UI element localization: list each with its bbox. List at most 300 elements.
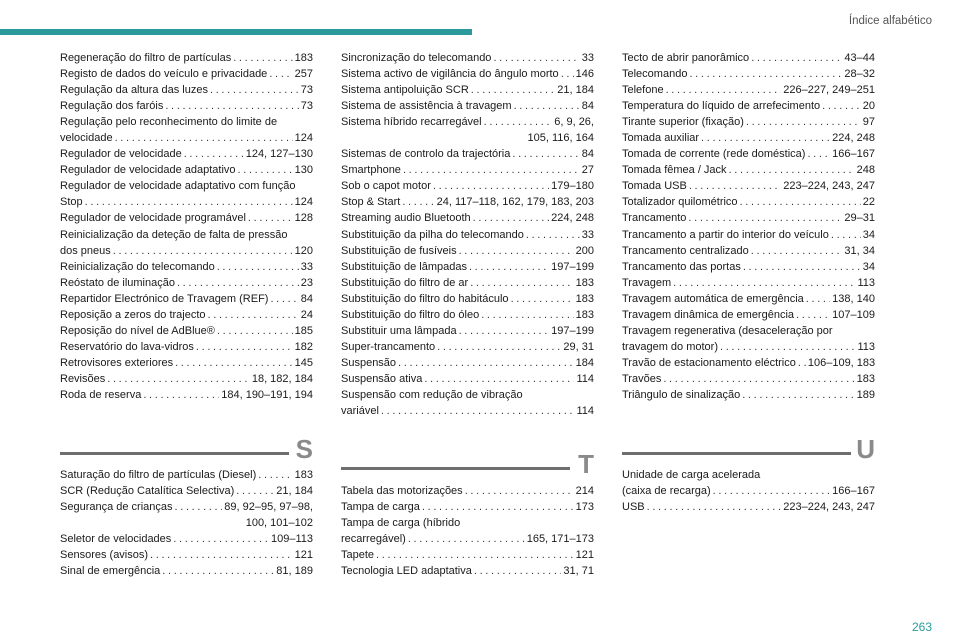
entry-page-ref[interactable]: 224, 248 <box>832 132 875 145</box>
entry-line <box>341 82 594 98</box>
entry-page-ref[interactable]: 81, 189 <box>276 565 313 578</box>
entry-term: Tapete <box>341 549 375 562</box>
entry-line <box>341 323 594 339</box>
leader-dots <box>162 563 274 579</box>
entry-page-ref[interactable]: 138, 140 <box>832 292 875 305</box>
entry-page-ref[interactable]: 31, 71 <box>563 565 594 578</box>
index-entry <box>60 291 313 307</box>
leader-dots <box>743 259 861 275</box>
entry-page-ref[interactable]: 34 <box>862 228 875 241</box>
entry-page-ref[interactable]: 145 <box>294 356 313 369</box>
leader-dots <box>470 275 573 291</box>
index-entry <box>341 259 594 275</box>
entry-page-ref[interactable]: 179–180 <box>551 180 594 193</box>
entry-line <box>60 194 313 210</box>
entry-page-ref[interactable]: 24, 117–118, 162, 179, 183, 203 <box>436 196 594 209</box>
entry-term: Sistemas de controlo da trajectória <box>341 148 511 161</box>
entry-page-ref[interactable]: 183 <box>575 292 594 305</box>
entry-term: (caixa de recarga) <box>622 485 711 498</box>
leader-dots <box>248 210 293 226</box>
entry-page-ref[interactable]: 18, 182, 184 <box>251 372 313 385</box>
entry-page-ref[interactable]: 84 <box>581 100 594 113</box>
entry-line <box>60 114 313 130</box>
page-number: 263 <box>911 620 932 634</box>
index-entry <box>60 178 313 210</box>
leader-dots <box>751 50 842 66</box>
entry-page-ref[interactable]: 6, 9, 26, <box>554 116 594 129</box>
entry-page-ref[interactable]: 84 <box>300 292 313 305</box>
entry-line <box>60 371 313 387</box>
section-s-entries <box>60 467 313 579</box>
index-entry <box>622 355 875 371</box>
leader-dots <box>150 547 293 563</box>
entry-term: Tomada fêmea / Jack <box>622 164 727 177</box>
leader-dots <box>177 275 299 291</box>
entry-term: Substituir uma lâmpada <box>341 324 457 337</box>
entry-page-ref[interactable]: 29–31 <box>844 212 875 225</box>
index-entry <box>622 387 875 403</box>
leader-dots <box>408 531 525 547</box>
entry-term: Substituição do filtro de ar <box>341 276 469 289</box>
leader-dots <box>175 499 223 515</box>
entry-page-ref[interactable]: 124 <box>294 196 313 209</box>
entry-page-ref[interactable]: 120 <box>294 244 313 257</box>
entry-line <box>60 98 313 114</box>
entry-page-ref-continued[interactable]: 100, 101–102 <box>245 517 313 530</box>
entry-page-ref[interactable]: 197–199 <box>551 260 594 273</box>
index-entry <box>622 227 875 243</box>
leader-dots <box>831 227 861 243</box>
entry-page-ref[interactable]: 84 <box>581 148 594 161</box>
leader-dots <box>822 98 861 114</box>
entry-page-ref[interactable]: 23 <box>300 276 313 289</box>
section-letter: S <box>295 434 313 464</box>
entry-page-ref[interactable]: 166–167 <box>832 485 875 498</box>
index-entry <box>341 114 594 146</box>
index-entry <box>60 162 313 178</box>
entry-term: SCR (Redução Catalítica Selectiva) <box>60 485 235 498</box>
entry-page-ref[interactable]: 214 <box>575 485 594 497</box>
entry-line <box>622 355 875 371</box>
leader-dots <box>233 50 292 66</box>
index-entry <box>622 194 875 210</box>
entry-page-ref[interactable]: 183 <box>575 276 594 289</box>
entry-page-ref[interactable]: 189 <box>856 388 875 401</box>
entry-line <box>341 563 594 579</box>
entry-page-ref[interactable]: 28–32 <box>844 68 875 81</box>
entry-page-ref[interactable]: 114 <box>576 405 594 418</box>
index-entry <box>622 275 875 291</box>
entry-term: Travagem automática de emergência <box>622 292 804 305</box>
entry-term: Tampa de carga <box>341 501 420 514</box>
entry-line <box>60 210 313 226</box>
entry-page-ref[interactable]: 197–199 <box>551 324 594 337</box>
entry-line <box>341 50 594 66</box>
entry-page-ref[interactable]: 121 <box>575 549 594 562</box>
entry-page-ref[interactable]: 173 <box>575 501 594 514</box>
section-header-u <box>622 434 875 464</box>
leader-dots <box>143 387 219 403</box>
leader-dots <box>381 403 575 419</box>
entry-term: Reposição do nível de AdBlue® <box>60 324 215 337</box>
entry-line <box>341 531 594 547</box>
entry-page-ref[interactable]: 114 <box>576 372 594 385</box>
entry-term: Streaming audio Bluetooth <box>341 212 471 225</box>
entry-line <box>60 291 313 307</box>
entry-page-ref[interactable]: 224, 248 <box>551 212 594 225</box>
entry-term: travagem do motor) <box>622 340 718 353</box>
leader-dots <box>713 483 831 499</box>
entry-page-ref[interactable]: 257 <box>294 68 313 81</box>
section-letter: T <box>578 449 594 479</box>
entry-term: Regeneração do filtro de partículas <box>60 52 232 64</box>
entry-line <box>341 259 594 275</box>
entry-page-ref[interactable]: 33 <box>581 52 594 64</box>
leader-dots <box>115 130 293 146</box>
entry-term: Travões <box>622 372 662 385</box>
leader-dots <box>437 339 561 355</box>
entry-line <box>60 227 313 243</box>
index-entry <box>622 307 875 323</box>
index-entry <box>60 210 313 226</box>
index-entry <box>341 275 594 291</box>
entry-line <box>60 243 313 259</box>
entry-line <box>60 146 313 162</box>
entry-page-ref[interactable]: 21, 184 <box>557 84 594 97</box>
entry-page-ref[interactable]: 223–224, 243, 247 <box>783 180 875 193</box>
entry-term: velocidade <box>60 132 113 145</box>
leader-dots <box>459 243 574 259</box>
entry-term: Totalizador quilométrico <box>622 196 738 209</box>
entry-line <box>60 355 313 371</box>
leader-dots <box>258 467 292 483</box>
entry-line <box>60 387 313 403</box>
leader-dots <box>561 66 574 82</box>
entry-line <box>622 339 875 355</box>
index-entry <box>60 483 313 499</box>
leader-dots <box>173 531 269 547</box>
index-entry <box>341 483 594 499</box>
entry-page-ref-continued[interactable]: 105, 116, 164 <box>527 132 594 145</box>
leader-dots <box>424 371 574 387</box>
entry-page-ref[interactable]: 166–167 <box>832 148 875 161</box>
entry-page-ref[interactable]: 106–109, 183 <box>807 356 876 369</box>
entry-term: Super-trancamento <box>341 340 436 353</box>
entry-term: Tomada auxiliar <box>622 132 700 145</box>
leader-dots <box>238 162 293 178</box>
entry-page-ref[interactable]: 97 <box>862 116 875 129</box>
entry-term: Regulador de velocidade <box>60 148 182 161</box>
entry-term: Trancamento <box>622 212 687 225</box>
index-entry <box>622 323 875 355</box>
entry-term: Reservatório do lava-vidros <box>60 340 194 353</box>
index-entry <box>60 146 313 162</box>
entry-page-ref[interactable]: 165, 171–173 <box>526 533 594 546</box>
leader-dots <box>165 98 298 114</box>
entry-term: Suspensão ativa <box>341 372 423 385</box>
entry-page-ref[interactable]: 183 <box>294 469 313 481</box>
entry-term: Sincronização do telecomando <box>341 52 492 64</box>
entry-page-ref[interactable]: 34 <box>862 260 875 273</box>
entry-term: Sensores (avisos) <box>60 549 149 562</box>
index-entry <box>341 162 594 178</box>
entry-line <box>341 387 594 403</box>
leader-dots <box>742 387 854 403</box>
entry-page-ref[interactable]: 73 <box>300 84 313 97</box>
entry-line <box>622 259 875 275</box>
index-entry <box>60 387 313 403</box>
index-entry <box>341 387 594 419</box>
entry-page-ref[interactable]: 124, 127–130 <box>245 148 313 161</box>
index-column-2 <box>341 50 594 419</box>
leader-dots <box>807 146 830 162</box>
entry-page-ref[interactable]: 226–227, 249–251 <box>783 84 875 97</box>
index-entry <box>622 499 875 515</box>
index-entry <box>60 259 313 275</box>
index-entry <box>341 323 594 339</box>
entry-line <box>622 291 875 307</box>
entry-term: Smartphone <box>341 164 401 177</box>
entry-line <box>622 243 875 259</box>
entry-page-ref[interactable]: 128 <box>294 212 313 225</box>
index-entry <box>341 307 594 323</box>
entry-line <box>60 50 313 66</box>
entry-term: Sistema de assistência à travagem <box>341 100 512 113</box>
entry-term: Sistema activo de vigilância do ângulo morto <box>341 68 559 81</box>
leader-dots <box>688 210 842 226</box>
header-accent-bar <box>0 29 472 35</box>
entry-term: Suspensão com redução de vibração <box>341 388 523 401</box>
index-entry <box>622 178 875 194</box>
entry-line <box>341 371 594 387</box>
entry-line <box>622 178 875 194</box>
entry-page-ref[interactable]: 22 <box>862 196 875 209</box>
entry-page-ref[interactable]: 200 <box>575 244 594 257</box>
entry-line <box>60 483 313 499</box>
entry-page-ref[interactable]: 73 <box>300 100 313 113</box>
entry-line <box>341 210 594 226</box>
entry-page-ref[interactable]: 184 <box>575 356 594 369</box>
entry-line <box>341 355 594 371</box>
entry-page-ref[interactable]: 20 <box>862 100 875 113</box>
entry-term: Substituição de lâmpadas <box>341 260 467 273</box>
entry-page-ref[interactable]: 43–44 <box>844 52 875 64</box>
index-entry <box>341 515 594 547</box>
entry-line <box>622 82 875 98</box>
entry-line <box>60 130 313 146</box>
leader-dots <box>511 291 574 307</box>
index-entry <box>341 355 594 371</box>
index-entry <box>60 307 313 323</box>
index-entry <box>341 98 594 114</box>
entry-term: Suspensão <box>341 356 397 369</box>
entry-term: Temperatura do líquido de arrefecimento <box>622 100 821 113</box>
entry-page-ref[interactable]: 31, 34 <box>844 244 875 257</box>
leader-dots <box>729 162 855 178</box>
entry-page-ref[interactable]: 107–109 <box>832 308 875 321</box>
index-entry <box>60 371 313 387</box>
entry-page-ref[interactable]: 121 <box>294 549 313 562</box>
entry-term: Saturação do filtro de partículas (Diesel) <box>60 469 257 481</box>
entry-page-ref[interactable]: 184, 190–191, 194 <box>221 388 313 401</box>
entry-page-ref[interactable]: 33 <box>300 260 313 273</box>
index-entry <box>341 499 594 515</box>
entry-line <box>622 210 875 226</box>
leader-dots <box>666 82 782 98</box>
entry-page-ref[interactable]: 89, 92–95, 97–98, <box>224 501 313 514</box>
entry-page-ref[interactable]: 21, 184 <box>276 485 313 498</box>
entry-line <box>622 50 875 66</box>
entry-line <box>622 114 875 130</box>
index-entry <box>622 98 875 114</box>
leader-dots <box>751 243 843 259</box>
entry-term: Trancamento a partir do interior do veículo <box>622 228 829 241</box>
entry-line <box>341 227 594 243</box>
index-entry <box>60 50 313 66</box>
index-entry <box>341 547 594 563</box>
entry-line <box>341 403 594 419</box>
entry-line <box>60 307 313 323</box>
section-u-entries <box>622 467 875 515</box>
leader-dots <box>796 307 830 323</box>
index-entry <box>341 178 594 194</box>
leader-dots <box>484 114 553 130</box>
index-entry <box>622 210 875 226</box>
entry-line <box>341 483 594 499</box>
entry-line <box>622 275 875 291</box>
entry-line <box>622 483 875 499</box>
entry-line <box>622 66 875 82</box>
entry-line <box>60 82 313 98</box>
index-entry <box>622 162 875 178</box>
leader-dots <box>469 259 549 275</box>
section-header-t <box>341 449 594 479</box>
index-entry <box>341 210 594 226</box>
entry-term: Sistema antipoluição SCR <box>341 84 469 97</box>
entry-page-ref[interactable]: 248 <box>856 164 875 177</box>
index-entry <box>622 467 875 499</box>
index-entry <box>60 531 313 547</box>
entry-page-ref[interactable]: 113 <box>857 340 875 353</box>
entry-page-ref[interactable]: 113 <box>857 276 875 289</box>
entry-line <box>622 307 875 323</box>
entry-line <box>60 275 313 291</box>
leader-dots <box>210 82 299 98</box>
index-entry <box>60 339 313 355</box>
leader-dots <box>512 146 579 162</box>
leader-dots <box>402 194 434 210</box>
entry-term: Unidade de carga acelerada <box>622 469 761 481</box>
entry-term: Trancamento das portas <box>622 260 741 273</box>
entry-term: recarregável) <box>341 533 406 546</box>
entry-term: Repartidor Electrónico de Travagem (REF) <box>60 292 269 305</box>
entry-line <box>60 563 313 579</box>
entry-page-ref[interactable]: 183 <box>294 52 313 64</box>
entry-page-ref[interactable]: 183 <box>856 372 875 385</box>
leader-dots <box>647 499 782 515</box>
entry-line <box>60 467 313 483</box>
index-entry <box>60 563 313 579</box>
section-header-s <box>60 434 313 464</box>
entry-line <box>60 66 313 82</box>
leader-dots <box>184 146 244 162</box>
entry-page-ref[interactable]: 124 <box>294 132 313 145</box>
entry-page-ref[interactable]: 182 <box>294 340 313 353</box>
entry-line <box>622 194 875 210</box>
entry-line <box>341 547 594 563</box>
leader-dots <box>459 323 550 339</box>
entry-line <box>622 130 875 146</box>
entry-page-ref[interactable]: 223–224, 243, 247 <box>783 501 875 514</box>
index-entry <box>622 146 875 162</box>
entry-term: Retrovisores exteriores <box>60 356 174 369</box>
section-letter: U <box>856 434 875 464</box>
index-entry <box>622 130 875 146</box>
leader-dots <box>689 66 842 82</box>
index-entry <box>60 547 313 563</box>
entry-term: Segurança de crianças <box>60 501 173 514</box>
entry-term: Telecomando <box>622 68 688 81</box>
entry-page-ref[interactable]: 27 <box>581 164 594 177</box>
entry-term: Sinal de emergência <box>60 565 161 578</box>
entry-line <box>60 547 313 563</box>
entry-page-ref[interactable]: 33 <box>581 228 594 241</box>
entry-line <box>341 194 594 210</box>
entry-page-ref[interactable]: 109–113 <box>270 533 313 546</box>
leader-dots <box>398 355 574 371</box>
leader-dots <box>673 275 855 291</box>
leader-dots <box>701 130 830 146</box>
entry-term: Substituição do filtro do habitáculo <box>341 292 509 305</box>
leader-dots <box>514 98 580 114</box>
entry-line <box>60 499 313 515</box>
entry-page-ref[interactable]: 130 <box>294 164 313 177</box>
entry-page-ref[interactable]: 183 <box>575 308 594 321</box>
entry-line <box>341 339 594 355</box>
entry-page-ref[interactable]: 185 <box>294 324 313 337</box>
entry-line <box>622 467 875 483</box>
index-entry <box>60 114 313 146</box>
index-entry <box>622 66 875 82</box>
entry-line <box>622 387 875 403</box>
entry-term: Reinicialização da deteção de falta de pressão <box>60 228 288 241</box>
entry-term: Travão de estacionamento eléctrico <box>622 356 796 369</box>
entry-line <box>341 307 594 323</box>
entry-line <box>622 323 875 339</box>
leader-dots <box>113 243 293 259</box>
entry-line <box>341 499 594 515</box>
entry-line <box>341 515 594 531</box>
entry-page-ref[interactable]: 146 <box>575 68 594 81</box>
leader-dots <box>806 291 830 307</box>
header-title: Índice alfabético <box>848 15 932 27</box>
index-entry <box>341 82 594 98</box>
leader-dots <box>526 227 580 243</box>
leader-dots <box>217 323 293 339</box>
entry-page-ref[interactable]: 29, 31 <box>563 340 594 353</box>
leader-dots <box>473 210 550 226</box>
entry-line <box>341 291 594 307</box>
entry-page-ref[interactable]: 24 <box>300 308 313 321</box>
index-entry <box>622 243 875 259</box>
entry-term: Sob o capot motor <box>341 180 431 193</box>
entry-term: Reóstato de iluminação <box>60 276 175 289</box>
leader-dots <box>798 355 806 371</box>
entry-term: Seletor de velocidades <box>60 533 172 546</box>
leader-dots <box>175 355 293 371</box>
index-entry <box>622 50 875 66</box>
index-entry <box>341 339 594 355</box>
